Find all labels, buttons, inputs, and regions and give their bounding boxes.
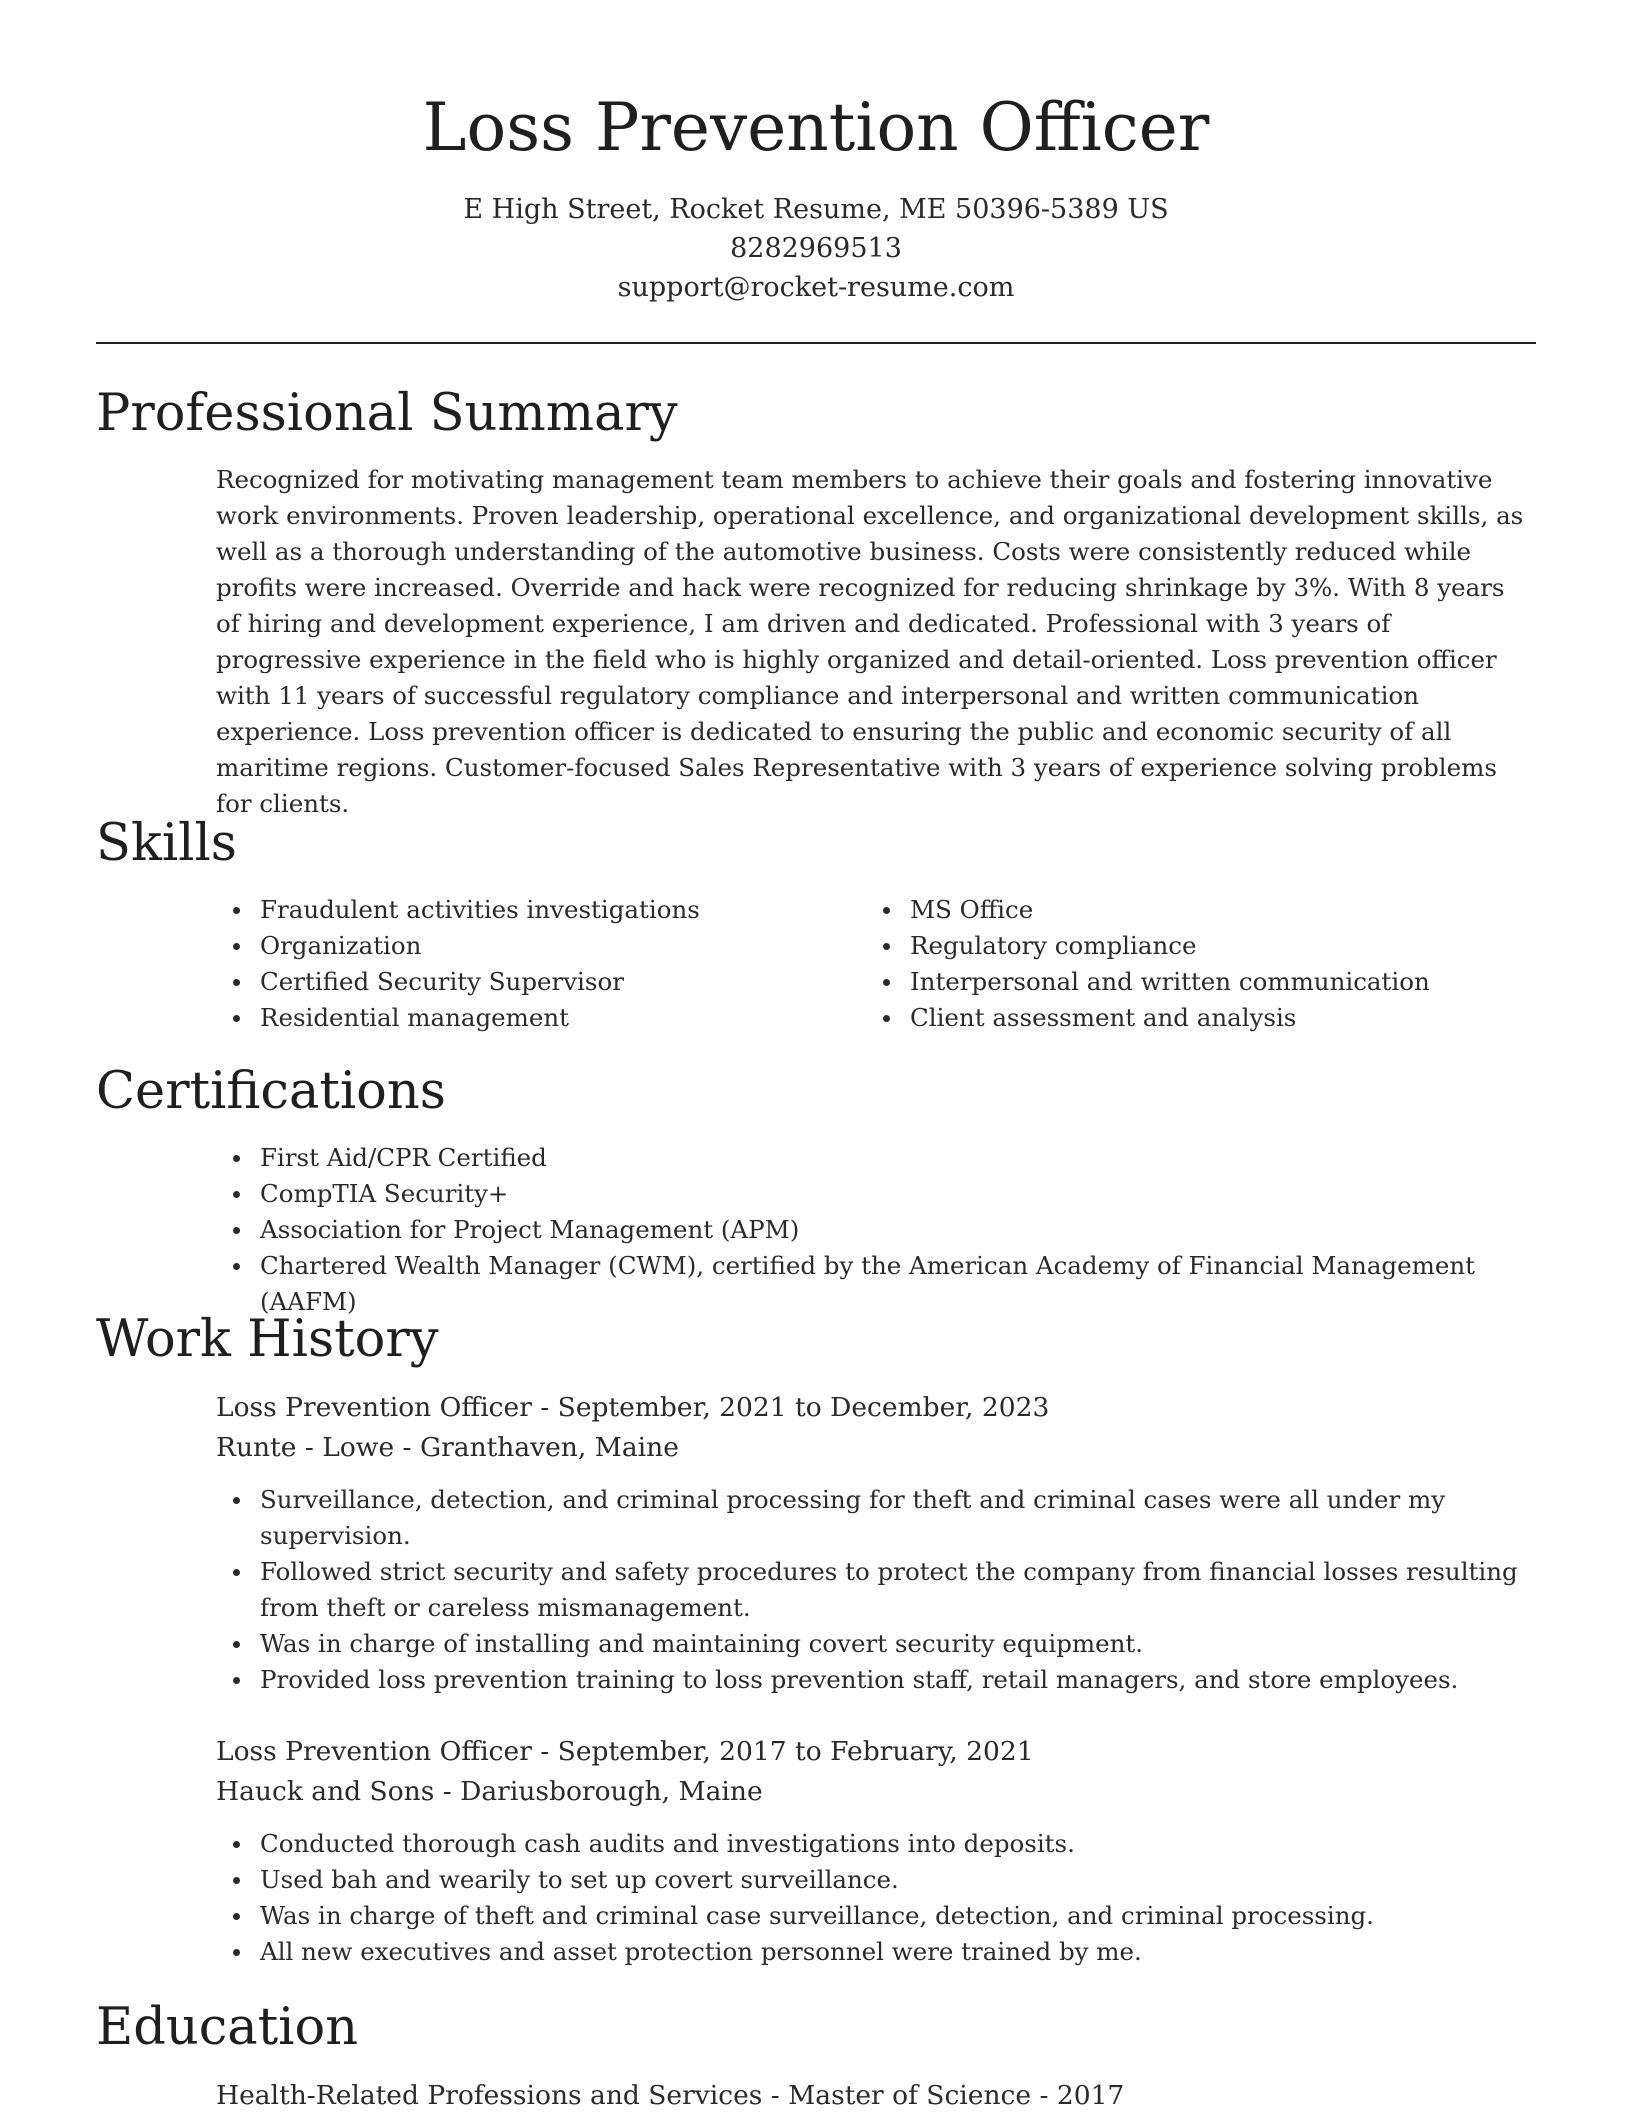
job-bullet: Conducted thorough cash audits and investigations into deposits.	[216, 1826, 1546, 1862]
job-bullet: Provided loss prevention training to loss prevention staff, retail managers, and store employees.	[216, 1662, 1546, 1698]
job-bullet: Followed strict security and safety procedures to protect the company from financial losses resulting from theft or careless mismanagement.	[216, 1554, 1546, 1626]
job-bullet: Was in charge of installing and maintaining covert security equipment.	[216, 1626, 1546, 1662]
job-title-line: Loss Prevention Officer - September, 2017 to February, 2021	[216, 1736, 1034, 1767]
job-bullet: All new executives and asset protection personnel were trained by me.	[216, 1934, 1546, 1970]
education-entry: Health-Related Professions and Services - Master of Science - 2017	[216, 2080, 1125, 2111]
skill-item: Residential management	[216, 1000, 856, 1036]
job-bullets	[216, 1482, 1546, 1698]
candidate-name: Loss Prevention Officer	[422, 89, 1210, 166]
skill-item: Fraudulent activities investigations	[216, 892, 856, 928]
section-title-skills: Skills	[96, 814, 237, 873]
job-bullet: Used bah and wearily to set up covert surveillance.	[216, 1862, 1546, 1898]
section-title-work-history: Work History	[96, 1310, 439, 1369]
job-bullets	[216, 1826, 1546, 1970]
skill-item: Regulatory compliance	[866, 928, 1506, 964]
skills-list-right	[866, 892, 1506, 1036]
contact-email: support@rocket-resume.com	[617, 272, 1015, 303]
certification-item: Association for Project Management (APM)	[216, 1212, 1546, 1248]
certifications-list	[216, 1140, 1546, 1320]
certification-item: First Aid/CPR Certified	[216, 1140, 1546, 1176]
skills-list-left	[216, 892, 856, 1036]
certification-item: CompTIA Security+	[216, 1176, 1546, 1212]
skill-item: Certified Security Supervisor	[216, 964, 856, 1000]
job-company-line: Hauck and Sons - Dariusborough, Maine	[216, 1776, 763, 1807]
section-title-education: Education	[96, 1998, 359, 2057]
section-title-certifications: Certifications	[96, 1062, 446, 1121]
contact-phone: 8282969513	[730, 233, 902, 264]
resume-header	[0, 78, 1632, 307]
summary-text: Recognized for motivating management team members to achieve their goals and fostering innovative work environments. Proven leadership, operational excellence, and organizational development skills, as well as a thorough understanding of the automotive business. Costs were consistently reduced while profits were increased. Override and hack were recognized for reducing shrinkage by 3%. With 8 years of hiring and development experience, I am driven and dedicated. Professional with 3 years of progressive experience in the field who is highly organized and detail-oriented. Loss prevention officer with 11 years of successful regulatory compliance and interpersonal and written communication experience. Loss prevention officer is dedicated to ensuring the public and economic security of all maritime regions. Customer-focused Sales Representative with 3 years of experience solving problems for clients.	[216, 465, 1524, 818]
contact-address: E High Street, Rocket Resume, ME 50396-5389 US	[463, 194, 1169, 225]
job-title-line: Loss Prevention Officer - September, 2021 to December, 2023	[216, 1392, 1050, 1423]
skill-item: Organization	[216, 928, 856, 964]
skill-item: MS Office	[866, 892, 1506, 928]
certification-item: Chartered Wealth Manager (CWM), certified by the American Academy of Financial Management (AAFM)	[216, 1248, 1546, 1320]
header-divider	[96, 342, 1536, 344]
skill-item: Client assessment and analysis	[866, 1000, 1506, 1036]
job-bullet: Was in charge of theft and criminal case surveillance, detection, and criminal processing.	[216, 1898, 1546, 1934]
section-title-summary: Professional Summary	[96, 384, 678, 443]
job-company-line: Runte - Lowe - Granthaven, Maine	[216, 1432, 679, 1463]
job-bullet: Surveillance, detection, and criminal processing for theft and criminal cases were all under my supervision.	[216, 1482, 1546, 1554]
skill-item: Interpersonal and written communication	[866, 964, 1506, 1000]
